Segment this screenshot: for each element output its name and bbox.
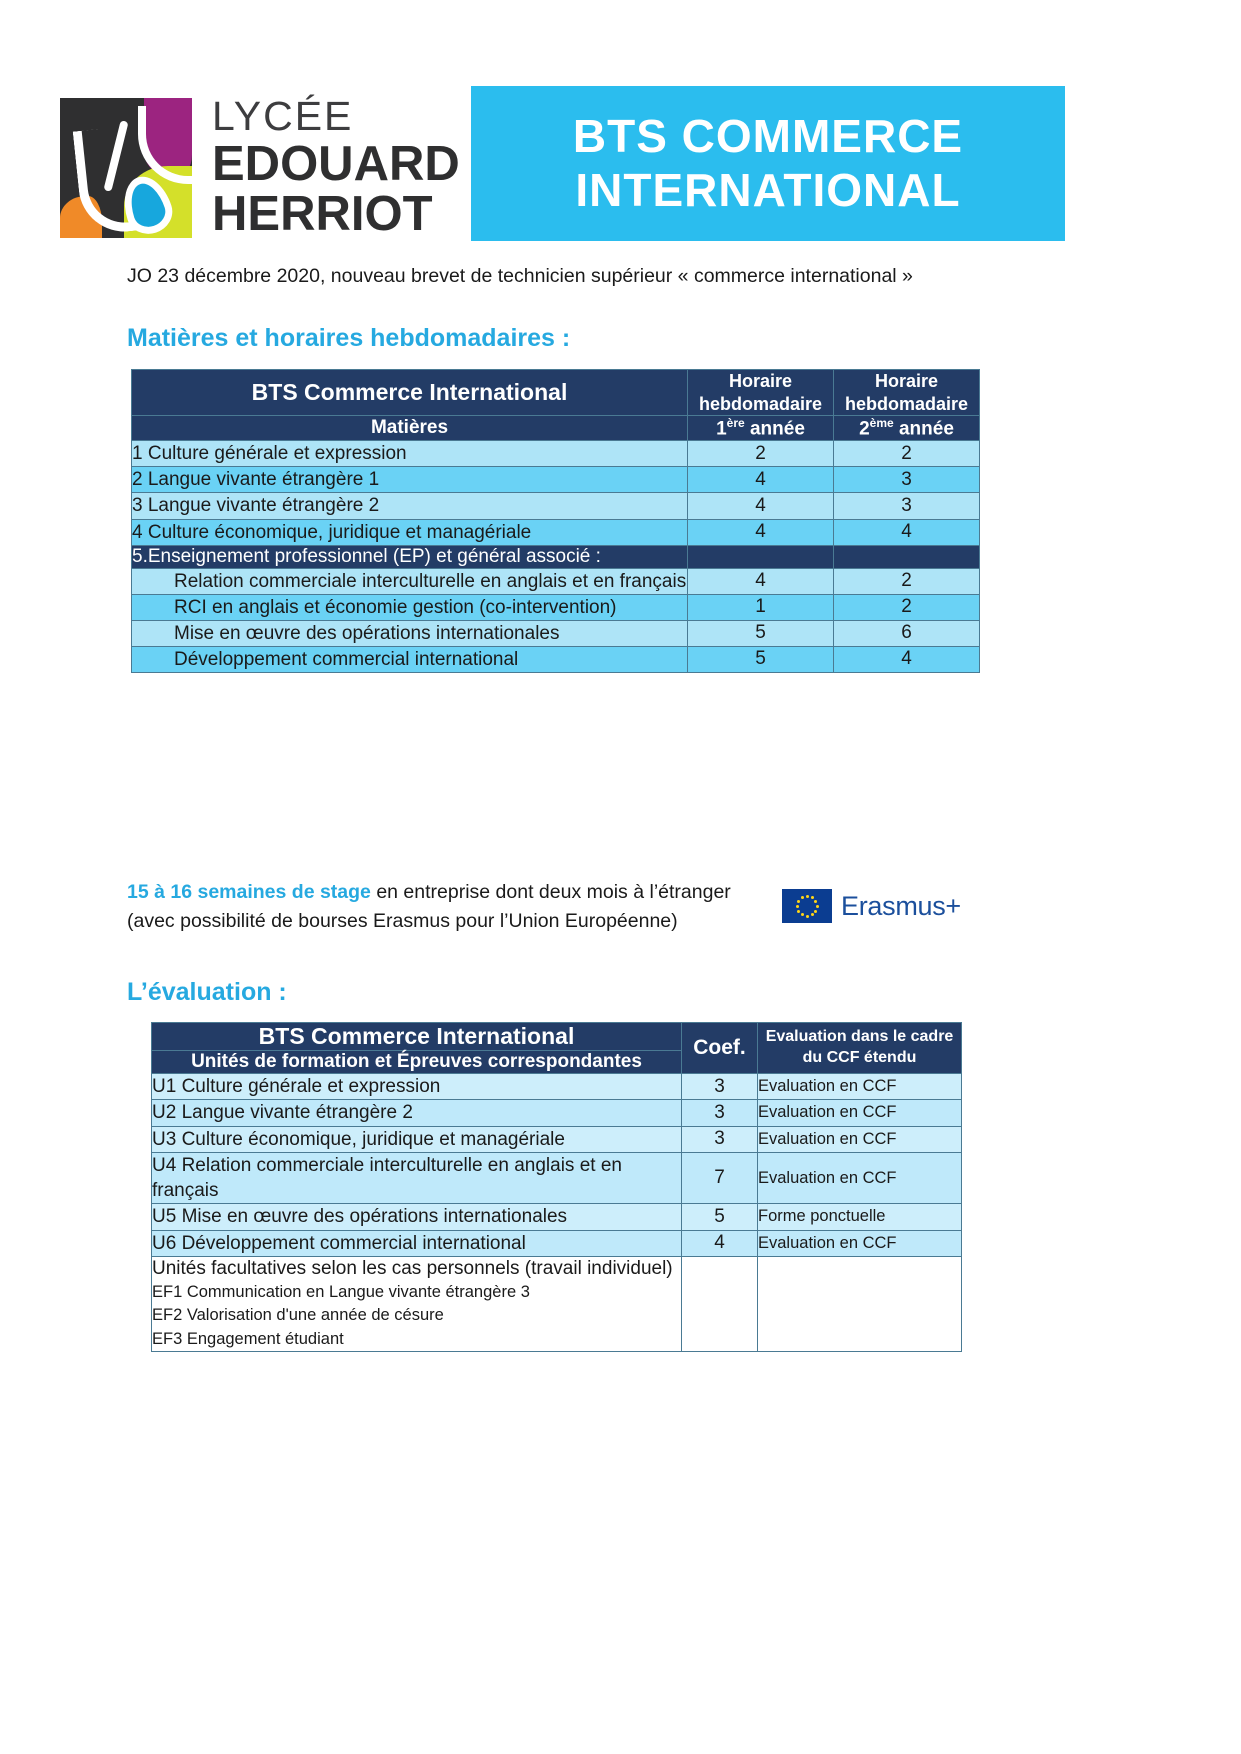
matieres-cell-subject: 1 Culture générale et expression: [132, 441, 688, 467]
matieres-cell-subject: 2 Langue vivante étrangère 1: [132, 467, 688, 493]
page-header: [0, 0, 1241, 258]
matieres-col-year1: 1ère année: [688, 416, 834, 441]
matieres-cell-y1: 5: [688, 646, 834, 672]
evaluation-table-subtitle: Unités de formation et Épreuves correspondantes: [152, 1051, 682, 1074]
matieres-cell-y2: 3: [834, 467, 980, 493]
optional-item: EF3 Engagement étudiant: [152, 1329, 344, 1348]
optional-item: EF2 Valorisation d'une année de césure: [152, 1306, 444, 1325]
matieres-cell-y1: 4: [688, 493, 834, 519]
matieres-table-title: BTS Commerce International: [132, 370, 688, 416]
matieres-cell-subject: Développement commercial international: [132, 646, 688, 672]
matieres-col-subject: Matières: [132, 416, 688, 441]
table-row: [132, 441, 980, 467]
evaluation-cell-unit: U6 Développement commercial international: [152, 1230, 682, 1256]
evaluation-cell-coef: 4: [682, 1230, 758, 1256]
evaluation-cell-unit: U3 Culture économique, juridique et managériale: [152, 1126, 682, 1152]
section-heading-matieres: Matières et horaires hebdomadaires :: [127, 324, 571, 352]
matieres-table-body: [132, 441, 980, 673]
matieres-section-label: 5.Enseignement professionnel (EP) et général associé :: [132, 545, 688, 568]
matieres-cell-y2: 6: [834, 620, 980, 646]
matieres-cell-subject: 3 Langue vivante étrangère 2: [132, 493, 688, 519]
stage-note: [127, 878, 767, 937]
logo-line-herriot: HERRIOT: [212, 186, 433, 241]
section-heading-evaluation: L’évaluation :: [127, 978, 287, 1006]
matieres-cell-y2: 4: [834, 519, 980, 545]
evaluation-optional-coef: [682, 1256, 758, 1351]
table-row: [132, 646, 980, 672]
table-matieres-horaires: [131, 369, 980, 673]
table-row: [152, 1126, 962, 1152]
table-row: [132, 467, 980, 493]
evaluation-cell-coef: 3: [682, 1100, 758, 1126]
evaluation-cell-coef: 3: [682, 1074, 758, 1100]
evaluation-cell-eval: Evaluation en CCF: [758, 1126, 962, 1152]
evaluation-col-eval: Evaluation dans le cadre du CCF étendu: [758, 1023, 962, 1074]
evaluation-cell-coef: 3: [682, 1126, 758, 1152]
table-row: [152, 1152, 962, 1204]
stage-highlight: 15 à 16 semaines de stage: [127, 881, 371, 903]
logo-line-lycee: LYCÉE: [212, 92, 354, 139]
matieres-col-year2: 2ème année: [834, 416, 980, 441]
optional-title: Unités facultatives selon les cas personnels (travail individuel): [152, 1257, 673, 1279]
optional-item: EF1 Communication en Langue vivante étrangère 3: [152, 1282, 530, 1301]
intro-text: JO 23 décembre 2020, nouveau brevet de technicien supérieur « commerce international »: [127, 265, 913, 287]
evaluation-cell-eval: Forme ponctuelle: [758, 1204, 962, 1230]
matieres-cell-y1: 2: [688, 441, 834, 467]
matieres-cell-y2: 2: [834, 441, 980, 467]
matieres-cell-y2: 3: [834, 493, 980, 519]
evaluation-cell-coef: 7: [682, 1152, 758, 1204]
banner-line-2: INTERNATIONAL: [575, 163, 961, 216]
matieres-cell-subject: RCI en anglais et économie gestion (co-intervention): [132, 594, 688, 620]
evaluation-cell-unit: U4 Relation commerciale interculturelle en anglais et en français: [152, 1152, 682, 1204]
evaluation-table-title: BTS Commerce International: [152, 1023, 682, 1051]
matieres-cell-y2: 2: [834, 594, 980, 620]
erasmus-logo: [782, 889, 961, 923]
evaluation-header-row: [152, 1023, 962, 1051]
table-row: [132, 545, 980, 568]
matieres-cell-y1: 4: [688, 467, 834, 493]
matieres-cell-y2: [834, 545, 980, 568]
stage-rest: en entreprise dont deux mois à l’étranger: [370, 881, 731, 903]
table-header-row: [132, 370, 980, 416]
evaluation-cell-eval: Evaluation en CCF: [758, 1230, 962, 1256]
matieres-cell-subject: Relation commerciale interculturelle en anglais et en français: [132, 568, 688, 594]
table-row-optional: [152, 1256, 962, 1351]
evaluation-cell-eval: Evaluation en CCF: [758, 1100, 962, 1126]
matieres-cell-y1: 4: [688, 519, 834, 545]
logo-mark-icon: [52, 88, 200, 238]
stage-line2: (avec possibilité de bourses Erasmus pour l’Union Européenne): [127, 910, 678, 933]
table-row: [132, 594, 980, 620]
evaluation-cell-eval: Evaluation en CCF: [758, 1152, 962, 1204]
matieres-cell-y1: [688, 545, 834, 568]
table-row: [132, 519, 980, 545]
title-banner: [471, 86, 1065, 241]
evaluation-optional-cell: [152, 1256, 682, 1351]
matieres-cell-y1: 5: [688, 620, 834, 646]
matieres-cell-y1: 1: [688, 594, 834, 620]
table-row: [132, 568, 980, 594]
table-subheader-row: [132, 416, 980, 441]
matieres-col-hours-2: Horaire hebdomadaire: [834, 370, 980, 416]
evaluation-cell-coef: 5: [682, 1204, 758, 1230]
matieres-cell-y2: 4: [834, 646, 980, 672]
evaluation-col-coef: Coef.: [682, 1023, 758, 1074]
table-row: [132, 493, 980, 519]
eu-flag-icon: [782, 889, 832, 923]
banner-line-1: BTS COMMERCE: [572, 110, 964, 163]
evaluation-cell-unit: U1 Culture générale et expression: [152, 1074, 682, 1100]
matieres-cell-y1: 4: [688, 568, 834, 594]
table-row: [132, 620, 980, 646]
matieres-cell-y2: 2: [834, 568, 980, 594]
erasmus-label: Erasmus+: [841, 890, 961, 921]
table-row: [152, 1074, 962, 1100]
table-row: [152, 1230, 962, 1256]
evaluation-table-body: [152, 1074, 962, 1352]
evaluation-cell-unit: U5 Mise en œuvre des opérations internationales: [152, 1204, 682, 1230]
matieres-col-hours-1: Horaire hebdomadaire: [688, 370, 834, 416]
table-row: [152, 1100, 962, 1126]
matieres-cell-subject: Mise en œuvre des opérations internationales: [132, 620, 688, 646]
table-row: [152, 1204, 962, 1230]
matieres-cell-subject: 4 Culture économique, juridique et managériale: [132, 519, 688, 545]
logo-line-edouard: EDOUARD: [212, 136, 460, 191]
school-logo: [52, 88, 460, 246]
evaluation-optional-eval: [758, 1256, 962, 1351]
table-evaluation: [151, 1022, 962, 1352]
evaluation-cell-unit: U2 Langue vivante étrangère 2: [152, 1100, 682, 1126]
evaluation-cell-eval: Evaluation en CCF: [758, 1074, 962, 1100]
